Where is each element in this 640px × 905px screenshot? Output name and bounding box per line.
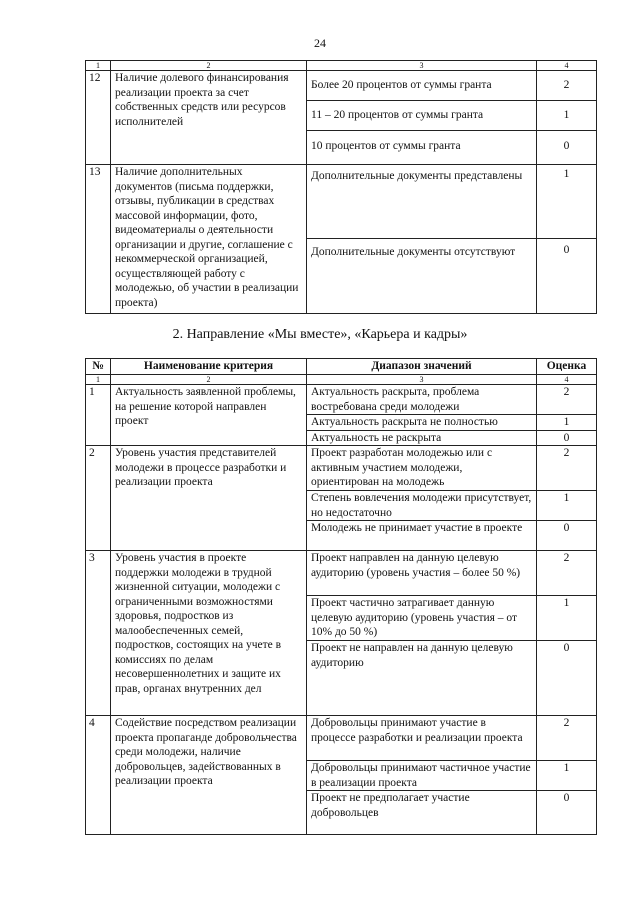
column-index: 3 <box>307 375 537 385</box>
score: 0 <box>537 131 597 165</box>
score: 2 <box>537 385 597 415</box>
criteria-table <box>85 358 597 835</box>
score: 0 <box>537 239 597 314</box>
column-header-number: № <box>86 359 111 375</box>
value-range: Дополнительные документы представлены <box>307 165 537 239</box>
score: 1 <box>537 761 597 791</box>
value-range: Актуальность раскрыта, проблема востребована среди молодежи <box>307 385 537 415</box>
table-row <box>86 551 597 596</box>
score: 0 <box>537 791 597 835</box>
column-index-row <box>86 375 597 385</box>
table-row <box>86 446 597 491</box>
score: 0 <box>537 641 597 716</box>
table-header-row <box>86 359 597 375</box>
column-header-criterion: Наименование критерия <box>111 359 307 375</box>
score: 2 <box>537 71 597 101</box>
criterion-number: 4 <box>86 716 111 835</box>
score: 1 <box>537 491 597 521</box>
value-range: Молодежь не принимает участие в проекте <box>307 521 537 551</box>
value-range: Дополнительные документы отсутствуют <box>307 239 537 314</box>
value-range: Проект не направлен на данную целевую аудиторию <box>307 641 537 716</box>
score: 2 <box>537 446 597 491</box>
column-index: 2 <box>111 61 307 71</box>
criterion-number: 13 <box>86 165 111 314</box>
value-range: Добровольцы принимают участие в процессе разработки и реализации проекта <box>307 716 537 761</box>
criterion-name: Уровень участия представителей молодежи в процессе разработки и реализации проекта <box>111 446 307 551</box>
value-range: Степень вовлечения молодежи присутствует, но недостаточно <box>307 491 537 521</box>
criteria-table-continued <box>85 60 597 314</box>
criterion-name: Наличие дополнительных документов (письма поддержки, отзывы, публикации в средствах массовой информации, фото, видеоматериалы о деятельности организации и другие, соглашение с некоммерческой организацией, осуществляющей работу с молодежью, об участии в реализации проекта) <box>111 165 307 314</box>
value-range: Проект не предполагает участие добровольцев <box>307 791 537 835</box>
criterion-name: Наличие долевого финансирования реализации проекта за счет собственных средств или ресурсов исполнителей <box>111 71 307 165</box>
criterion-name: Уровень участия в проекте поддержки молодежи в трудной жизненной ситуации, молодежи с ограниченными возможностями здоровья, подростков из малообеспеченных семей, подростков, состоящих на учете в комиссиях по делам несовершеннолетних и защите их прав, органах внутренних дел <box>111 551 307 716</box>
value-range: Актуальность не раскрыта <box>307 430 537 446</box>
criterion-name: Содействие посредством реализации проекта пропаганде добровольчества среди молодежи, наличие добровольцев, задействованных в реализации проекта <box>111 716 307 835</box>
table-row <box>86 165 597 239</box>
value-range: Проект направлен на данную целевую аудиторию (уровень участия – более 50 %) <box>307 551 537 596</box>
score: 1 <box>537 415 597 431</box>
column-index: 4 <box>537 61 597 71</box>
column-index: 4 <box>537 375 597 385</box>
column-index-row <box>86 61 597 71</box>
value-range: 11 – 20 процентов от суммы гранта <box>307 101 537 131</box>
column-index: 2 <box>111 375 307 385</box>
value-range: Проект разработан молодежью или с активным участием молодежи, ориентирован на молодежь <box>307 446 537 491</box>
value-range: 10 процентов от суммы гранта <box>307 131 537 165</box>
table-row <box>86 385 597 415</box>
criterion-name: Актуальность заявленной проблемы, на решение которой направлен проект <box>111 385 307 446</box>
column-header-score: Оценка <box>537 359 597 375</box>
score: 2 <box>537 551 597 596</box>
score: 1 <box>537 101 597 131</box>
score: 1 <box>537 596 597 641</box>
value-range: Добровольцы принимают частичное участие в реализации проекта <box>307 761 537 791</box>
column-header-range: Диапазон значений <box>307 359 537 375</box>
criterion-number: 12 <box>86 71 111 165</box>
value-range: Проект частично затрагивает данную целевую аудиторию (уровень участия – от 10% до 50 %) <box>307 596 537 641</box>
column-index: 1 <box>86 375 111 385</box>
score: 1 <box>537 165 597 239</box>
table-row <box>86 716 597 761</box>
page-number: 24 <box>314 36 326 50</box>
column-index: 1 <box>86 61 111 71</box>
table-row <box>86 71 597 101</box>
value-range: Более 20 процентов от суммы гранта <box>307 71 537 101</box>
section-heading: 2. Направление «Мы вместе», «Карьера и кадры» <box>172 327 468 342</box>
score: 2 <box>537 716 597 761</box>
value-range: Актуальность раскрыта не полностью <box>307 415 537 431</box>
criterion-number: 2 <box>86 446 111 551</box>
score: 0 <box>537 430 597 446</box>
criterion-number: 3 <box>86 551 111 716</box>
column-index: 3 <box>307 61 537 71</box>
criterion-number: 1 <box>86 385 111 446</box>
score: 0 <box>537 521 597 551</box>
